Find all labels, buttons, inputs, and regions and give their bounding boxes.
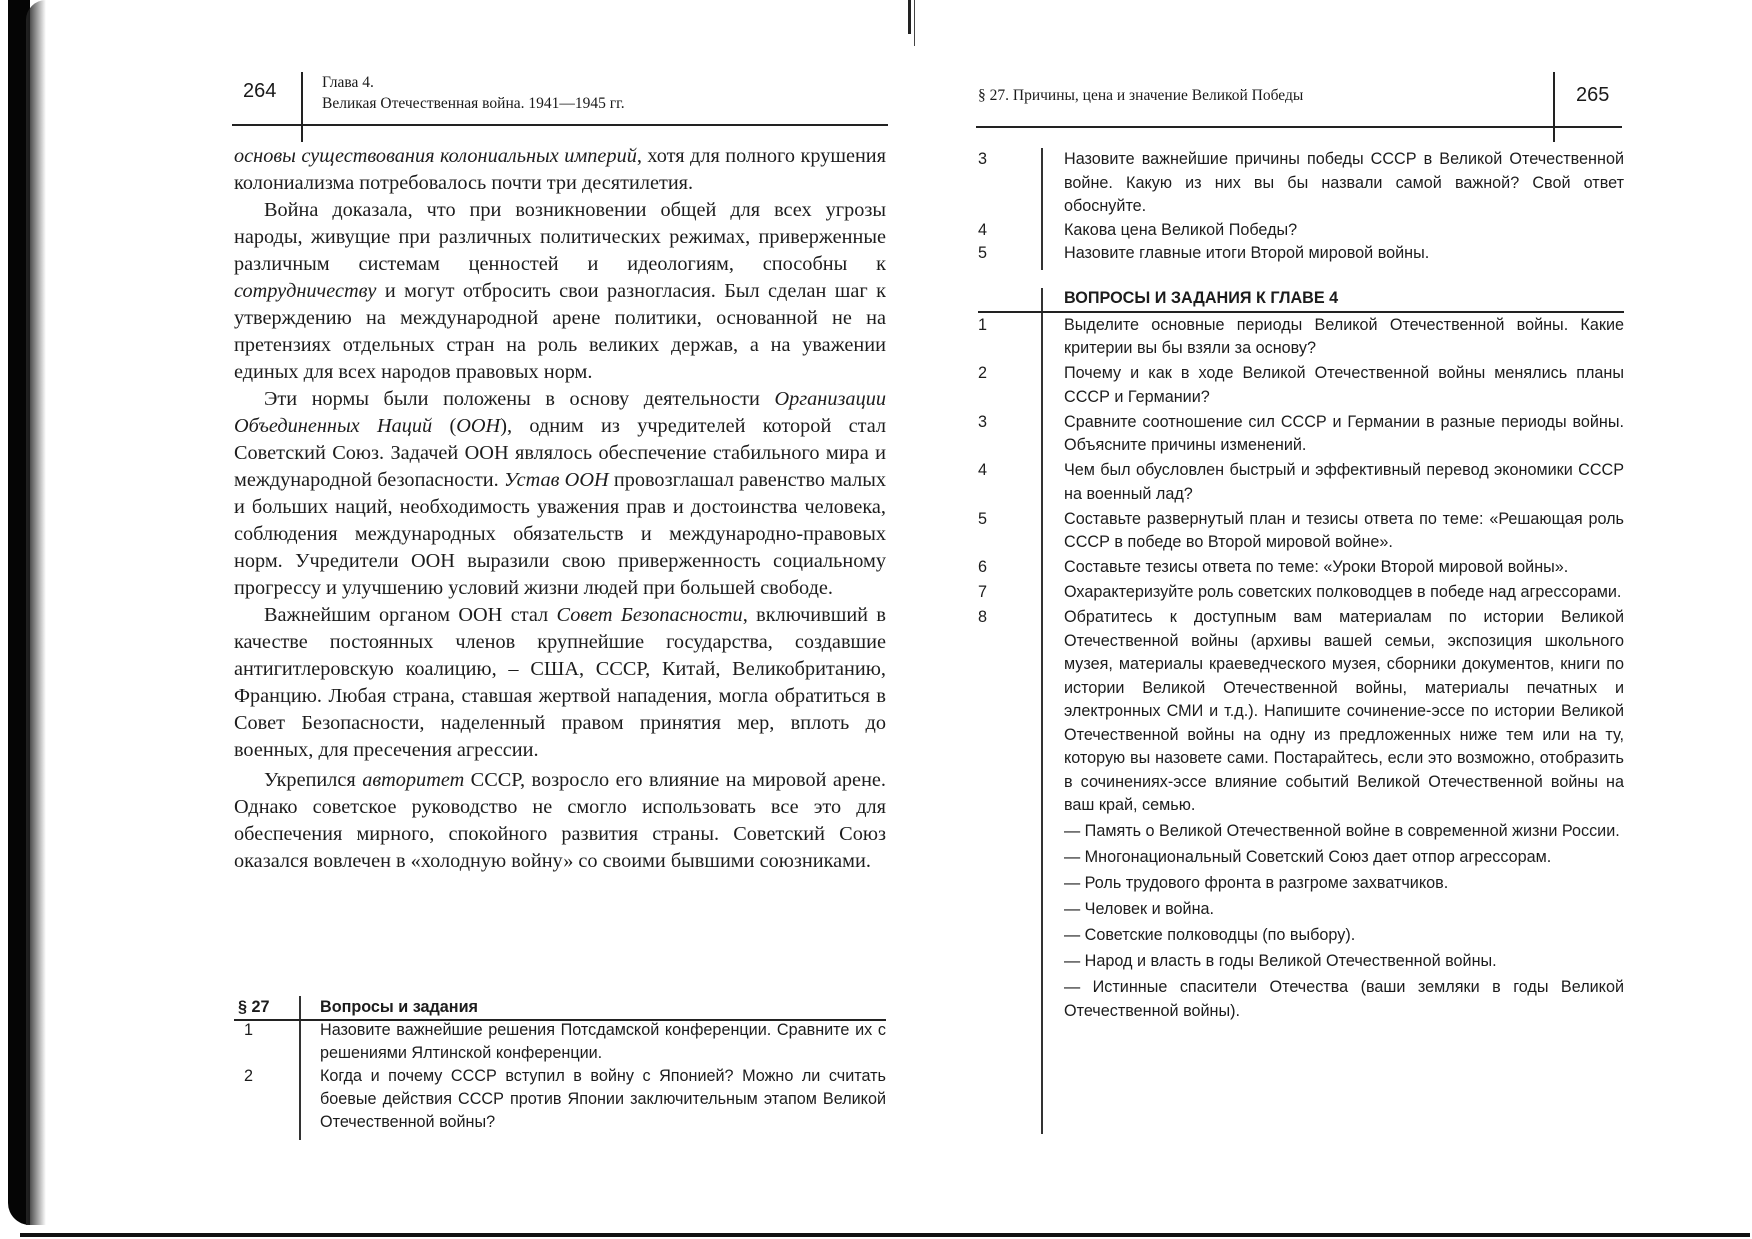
question-row [978, 411, 1624, 458]
essay-topic-row [978, 845, 1624, 870]
question-row [978, 606, 1624, 818]
essay-topic-row [978, 923, 1624, 948]
chapter-questions-header [978, 287, 1624, 311]
essay-topic: — Советские полководцы (по выбору). [1064, 926, 1356, 944]
essay-topic-row [978, 897, 1624, 922]
question-number: 2 [244, 1067, 254, 1085]
text-run: СССР, возросло его влияние на мировой арене. Однако советское руководство не смогло использовать все это для обеспечения мирного, спокойного развития страны. Советский Союз оказался вовлечен в «холодную войну» со своими бывшими союзниками. [234, 769, 886, 872]
question-text: Обратитесь к доступным вам материалам по истории Великой Отечественной войны (архивы вашей семьи, экспозиция школьного музея, материалы краеведческого музея, сборники документов, книги по истории Великой Отечественной войны, материалы печатных и электронных СМИ и т.д.). Напишите сочинение-эссе по истории Великой Отечественной войны на одну из предложенных ниже тем или на ту, которую вы назовете сами. Постарайтесь, если это возможно, отобразить в сочинениях-эссе влияние событий Великой Отечественной войны на ваш край, семью. [1064, 608, 1624, 814]
question-text: Назовите главные итоги Второй мировой войны. [1064, 244, 1430, 262]
essay-topic: — Народ и власть в годы Великой Отечественной войны. [1064, 952, 1497, 970]
question-text: Выделите основные периоды Великой Отечественной войны. Какие критерии вы бы взяли за основу? [1064, 315, 1624, 357]
question-text: Почему и как в ходе Великой Отечественной войны менялись планы СССР и Германии? [1064, 364, 1624, 406]
emphasized-term: авторитет [362, 769, 465, 791]
question-text: Сравните соотношение сил СССР и Германии в разные периоды войны. Объясните причины изменений. [1064, 412, 1624, 454]
page-number: 265 [1576, 84, 1610, 106]
question-text: Чем был обусловлен быстрый и эффективный перевод экономики СССР на военный лад? [1064, 461, 1624, 503]
emphasized-term: основы существования колониальных империй [234, 145, 637, 167]
question-number: 6 [978, 558, 988, 576]
emphasized-term: Совет Безопасности [556, 604, 743, 626]
question-text: Назовите важнейшие решения Потсдамской конференции. Сравните их с решениями Ялтинской конференции. [320, 1021, 886, 1062]
question-text: Какова цена Великой Победы? [1064, 220, 1298, 239]
emphasized-term: Устав ООН [503, 469, 609, 491]
text-run: ), одним из учредителей которой стал Советский Союз. Задачей ООН являлось обеспечение стабильного мира и международной безопасности. [234, 415, 887, 491]
question-row [978, 242, 1624, 266]
question-text: Назовите важнейшие причины победы СССР в Великой Отечественной войне. Какую из них вы бы назвали самой важной? Свой ответ обоснуйте. [1064, 150, 1624, 215]
text-run: Война доказала, что при возникновении общей для всех угрозы народы, живущие при различных политических режимах, приверженные различным системам ценностей и идеологиям, способны к [234, 199, 886, 275]
paragraph [234, 767, 886, 875]
questions-table [234, 996, 886, 1134]
chapter-questions-table [978, 287, 1624, 1025]
essay-topic: — Человек и война. [1064, 900, 1215, 918]
emphasized-term: ООН [456, 415, 501, 437]
paragraph [234, 197, 886, 386]
question-row [978, 508, 1624, 555]
question-number: 1 [244, 1021, 254, 1039]
essay-topic-row [978, 949, 1624, 974]
text-run: , включивший в качестве постоянных членов крупнейшие государства, создавшие антигитлеровскую коалицию, – США, СССР, Китай, Великобританию, Францию. Любая страна, ставшая жертвой нападения, могла обратиться в Совет Безопасности, наделенный правом принятия мер, вплоть до военных, для пресечения агрессии. [234, 604, 887, 761]
section-label: § 27 [238, 998, 270, 1016]
question-number: 8 [978, 608, 988, 626]
question-number: 4 [978, 461, 988, 479]
text-run: Эти нормы были положены в основу деятельности [264, 388, 775, 410]
question-number: 7 [978, 583, 988, 601]
book-gutter-mark [914, 0, 915, 46]
text-run: Укрепился [264, 769, 363, 791]
question-text: Составьте тезисы ответа по теме: «Уроки Второй мировой войны». [1064, 558, 1569, 576]
essay-topic: — Память о Великой Отечественной войне в современной жизни России. [1064, 822, 1620, 840]
question-number: 1 [978, 315, 988, 334]
question-number: 5 [978, 509, 988, 528]
text-run: ( [432, 415, 457, 437]
questions-title: Вопросы и задания [320, 998, 478, 1016]
header-divider [301, 72, 303, 142]
body-text [234, 143, 886, 875]
question-number: 2 [978, 364, 988, 382]
question-text: Составьте развернутый план и тезисы ответа по теме: «Решающая роль СССР в победе во Второй мировой войне». [1064, 509, 1624, 551]
header-divider [1553, 72, 1555, 142]
essay-topic: — Многонациональный Советский Союз дает отпор агрессорам. [1064, 848, 1552, 866]
question-row [978, 459, 1624, 506]
chapter-questions-title: ВОПРОСЫ И ЗАДАНИЯ К ГЛАВЕ 4 [1064, 289, 1339, 307]
chapter-title: Великая Отечественная война. 1941—1945 гг. [322, 95, 625, 112]
question-text: Когда и почему СССР вступил в войну с Японией? Можно ли считать боевые действия СССР против Японии заключительным этапом Великой Отечественной войны? [320, 1067, 886, 1131]
header-rule [232, 124, 888, 126]
page-number: 264 [243, 80, 277, 102]
book-gutter-mark [908, 0, 911, 34]
questions-continued [978, 148, 1624, 266]
essay-topic-row [978, 871, 1624, 896]
scan-bottom-edge [20, 1233, 1750, 1237]
question-row [978, 219, 1624, 243]
text-run: и могут отбросить свои разногласия. Был сделан шаг к утверждению на международной арене политики, основанной не на претензиях отдельных стран на роль великих держав, а на уважении единых для всех народов правовых норм. [234, 280, 886, 383]
question-row [234, 1065, 886, 1134]
emphasized-term: Организации Объединенных Наций [234, 388, 886, 437]
essay-topic: — Роль трудового фронта в разгроме захватчиков. [1064, 874, 1449, 892]
question-row [978, 362, 1624, 409]
text-run: Важнейшим органом ООН стал [264, 604, 557, 626]
question-row [978, 314, 1624, 361]
text-run: провозглашал равенство малых и больших наций, необходимость уважения прав и достоинства человека, соблюдения международных обязательств и международно-правовых норм. Учредители ООН выразили свою приверженность социальному прогрессу и улучшению условий жизни людей при большей свободе. [234, 469, 886, 599]
question-number: 3 [978, 150, 988, 168]
question-number: 5 [978, 244, 988, 262]
question-number: 3 [978, 412, 988, 431]
scan-dark-edge [8, 0, 30, 1225]
paragraph [234, 602, 886, 764]
question-number: 4 [978, 220, 988, 239]
emphasized-term: сотрудничеству [234, 280, 377, 302]
essay-topic-row [978, 819, 1624, 844]
header-rule [976, 126, 1622, 128]
essay-topic: — Истинные спасители Отечества (ваши земляки в годы Великой Отечественной войны). [1064, 978, 1624, 1020]
question-row [978, 148, 1624, 219]
paragraph [234, 143, 886, 197]
essay-topic-row [978, 975, 1624, 1023]
questions-header [234, 996, 886, 1019]
text-run: , хотя для полного крушения колониализма потребовалось почти три десятилетия. [234, 145, 886, 194]
question-row [978, 556, 1624, 580]
section-title: § 27. Причины, цена и значение Великой Победы [978, 87, 1304, 104]
question-row [234, 1019, 886, 1065]
paragraph [234, 386, 886, 602]
question-text: Охарактеризуйте роль советских полководцев в победе над агрессорами. [1064, 583, 1622, 601]
question-row [978, 581, 1624, 605]
chapter-label: Глава 4. [322, 74, 374, 91]
